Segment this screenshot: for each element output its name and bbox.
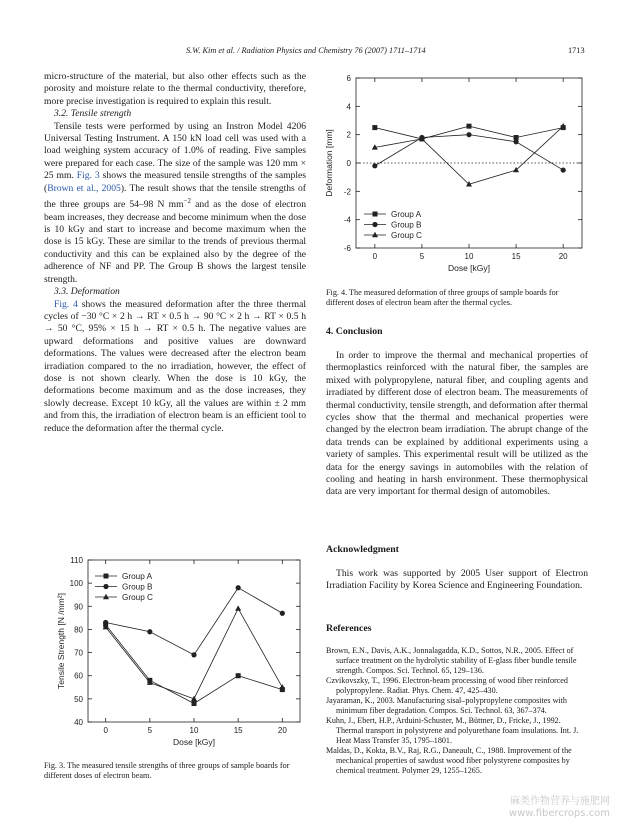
reference-item: Brown, E.N., Davis, A.K., Jonnalagadda, K.D., Sottos, N.R., 2005. Effect of surface treatment on the hydrolytic stability of E-glass fiber bundle tensile strength. Compos. Sci. Technol. 65, 129–136.	[326, 646, 577, 675]
data-point-1	[192, 701, 197, 706]
y-tick-label: 60	[74, 671, 83, 681]
y-tick-label: 100	[69, 579, 83, 589]
deformation-text: shows the measured deformation after the three thermal cycles of −30 °C × 2 h → RT × 0.5 h → 90 °C × 2 h → RT × 0.5 h → 50 °C, 95% × 15 h → RT × 0.5 h. The negative values are upward deformations and positive values are downward deformations. The values were decreased after the electron beam irradiation compared to the no irradiation, however, the effect of dose is not shown clearly. When the dose is 10 kGy, the deformations become maximum and as the dose increases, they slowly decrease. Except 10 kGy, all the values are within ± 2 mm and from this, the irradiation of electron beam is an efficient tool to reduce the deformation after the thermal cycle.	[44, 298, 306, 434]
tensile-strength-chart	[44, 552, 306, 750]
legend-label: Group A	[391, 210, 422, 219]
watermark-line-2: www.fibercrops.com	[508, 808, 610, 819]
y-tick-label: 70	[74, 648, 83, 658]
deformation-paragraph	[44, 299, 306, 435]
references-heading: References	[326, 623, 372, 634]
y-axis-label: Deformation [mm]	[324, 129, 334, 197]
figure-4	[326, 70, 588, 284]
x-axis-label: Dose [kGy]	[447, 263, 491, 273]
data-point-2	[466, 132, 471, 137]
data-point-1	[236, 673, 241, 678]
watermark	[500, 796, 610, 820]
citation-link-brown[interactable]: Brown et al., 2005	[47, 182, 121, 194]
series-line-1	[106, 625, 283, 704]
tensile-text-2: shows the measured tensile strengths of the samples (	[44, 170, 306, 194]
data-point-1	[372, 125, 377, 130]
tensile-text-4: and as the dose of electron beam increases, they decrease and become minimum when the dose is 10 kGy and start to increase and become maximum when the dose is 15 kGy. These are similar to the trends of previous thermal conductivity and this can be explained also by the degree of the adherence of NF and PP. The Group B shows the largest tensile strength.	[44, 199, 306, 285]
y-tick-label: -2	[343, 187, 351, 197]
conclusion-heading: 4. Conclusion	[326, 326, 383, 337]
legend-marker	[103, 594, 109, 599]
legend-marker	[372, 222, 377, 227]
y-tick-label: -4	[343, 215, 351, 225]
intro-paragraph: micro-structure of the material, but also other effects such as the porosity and moisture relate to the thermal conductivity, therefore, more precise investigation is required to explain this result.	[44, 71, 306, 107]
section-title-deformation: 3.3. Deformation	[54, 286, 120, 298]
tensile-text-1: Tensile tests were performed by using an Instron Model 4206 Universal Testing Instrument. A 150 kN load cell was used with a load weighing system accuracy of 1.0% of reading. Five samples were prepared for each case. The size of the sample was 120 mm × 25 mm.	[44, 120, 306, 182]
y-tick-label: 6	[346, 74, 351, 83]
legend-label: Group A	[122, 572, 153, 581]
conclusion-body	[326, 350, 588, 499]
data-point-2	[372, 163, 377, 168]
y-tick-label: 80	[74, 625, 83, 635]
legend-label: Group B	[122, 582, 153, 592]
section-title-tensile: 3.2. Tensile strength	[54, 108, 132, 120]
data-point-2	[147, 629, 152, 634]
y-tick-label: 40	[74, 718, 83, 727]
x-tick-label: 0	[372, 252, 378, 261]
data-point-2	[236, 585, 241, 590]
legend-marker	[373, 212, 378, 217]
data-point-2	[513, 139, 518, 144]
legend-label: Group C	[122, 593, 153, 602]
fig4-link[interactable]: Fig. 4	[54, 298, 78, 310]
x-tick-label: 15	[233, 726, 243, 735]
x-tick-label: 20	[558, 252, 568, 261]
data-point-2	[191, 652, 196, 657]
y-tick-label: 110	[70, 556, 83, 565]
x-tick-label: 10	[189, 726, 199, 735]
acknowledgment-heading: Acknowledgment	[326, 544, 399, 555]
acknowledgment-paragraph: This work was supported by 2005 User support of Electron Irradiation Facility by Korea Science and Engineering Foundation.	[326, 568, 588, 592]
y-tick-label: 4	[346, 102, 351, 112]
acknowledgment-body	[326, 568, 588, 593]
tensile-paragraph	[44, 121, 306, 286]
watermark-line-1: 麻类作物营养与施肥网	[510, 796, 610, 807]
legend-label: Group C	[391, 231, 422, 240]
data-point-3	[235, 605, 241, 610]
legend-marker	[103, 584, 108, 589]
unit-superscript: −2	[183, 197, 191, 206]
data-point-2	[280, 611, 285, 616]
data-point-2	[561, 167, 566, 172]
running-header	[0, 46, 620, 58]
y-tick-label: 90	[74, 602, 83, 612]
data-point-1	[467, 124, 472, 129]
data-point-3	[279, 684, 285, 689]
x-tick-label: 5	[147, 726, 153, 735]
running-title: S.W. Kim et al. / Radiation Physics and Chemistry 76 (2007) 1711–1714	[186, 46, 426, 55]
y-tick-label: -6	[343, 244, 351, 253]
x-tick-label: 15	[511, 252, 521, 261]
x-axis-label: Dose [kGy]	[172, 737, 216, 747]
x-tick-label: 5	[419, 252, 425, 261]
x-tick-label: 10	[464, 252, 474, 261]
tensile-text-3: ). The result shows that the tensile strengths of the three groups are 54–98 N mm	[44, 182, 306, 211]
reference-item: Czvikovszky, T., 1996. Electron-beam processing of wood fiber reinforced polypropylene. Radiat. Phys. Chem. 47, 425–430.	[326, 676, 568, 695]
reference-item: Kuhn, J., Ebert, H.P., Arduini-Schuster, M., Büttner, D., Fricke, J., 1992. Thermal transport in polystyrene and polyurethane foam insulations. Int. J. Heat Mass Transfer 35, 1795–1801.	[326, 716, 579, 745]
legend-label: Group B	[391, 220, 422, 230]
y-axis-label: Tensile Strength [N /mm²]	[56, 593, 66, 689]
figure-3-caption: Fig. 3. The measured tensile strengths of three groups of sample boards for different doses of electron beam.	[44, 761, 290, 781]
fig3-link[interactable]: Fig. 3	[76, 170, 100, 182]
legend-marker	[104, 574, 109, 579]
left-column	[44, 71, 306, 435]
x-tick-label: 0	[103, 726, 108, 735]
reference-item: Jayaraman, K., 2003. Manufacturing sisal–polypropylene composites with minimum fiber degradation. Compos. Sci. Technol. 63, 367–374.	[326, 696, 567, 715]
y-tick-label: 50	[74, 694, 83, 704]
y-tick-label: 0	[346, 159, 351, 168]
references-list	[326, 646, 588, 776]
figure-4-caption: Fig. 4. The measured deformation of three groups of sample boards for different doses of electron beam after the thermal cycles.	[326, 288, 559, 308]
reference-item: Maldas, D., Kokta, B.V., Raj, R.G., Daneault, C., 1988. Improvement of the mechanical properties of sawdust wood fiber polystyrene composites by chemical treatment. Polymer 29, 1255–1265.	[326, 746, 572, 775]
deformation-chart	[326, 70, 588, 284]
conclusion-paragraph: In order to improve the thermal and mechanical properties of thermoplastics reinforced with the natural fiber, the samples are mixed with polypropylene, natural fiber, and coupling agents and irradiated by different dose of electron beam. The measurements of thermal conductivity, tensile strength, and deformation after thermal cycles show that the thermal and mechanical properties were changed by the electron beam irradiation. The abrupt change of the data trends can be explained by additional experiments using a variety of samples. This experimental result will be utilized as the data for the energy savings in automobiles with the relation of cooling and heating in harsh environment. These thermophysical data are very important for thermal design of automobiles.	[326, 350, 588, 498]
page-number: 1713	[568, 46, 585, 55]
legend-marker	[372, 232, 378, 237]
figure-3	[44, 552, 306, 750]
y-tick-label: 2	[346, 130, 351, 140]
x-tick-label: 20	[277, 726, 287, 735]
